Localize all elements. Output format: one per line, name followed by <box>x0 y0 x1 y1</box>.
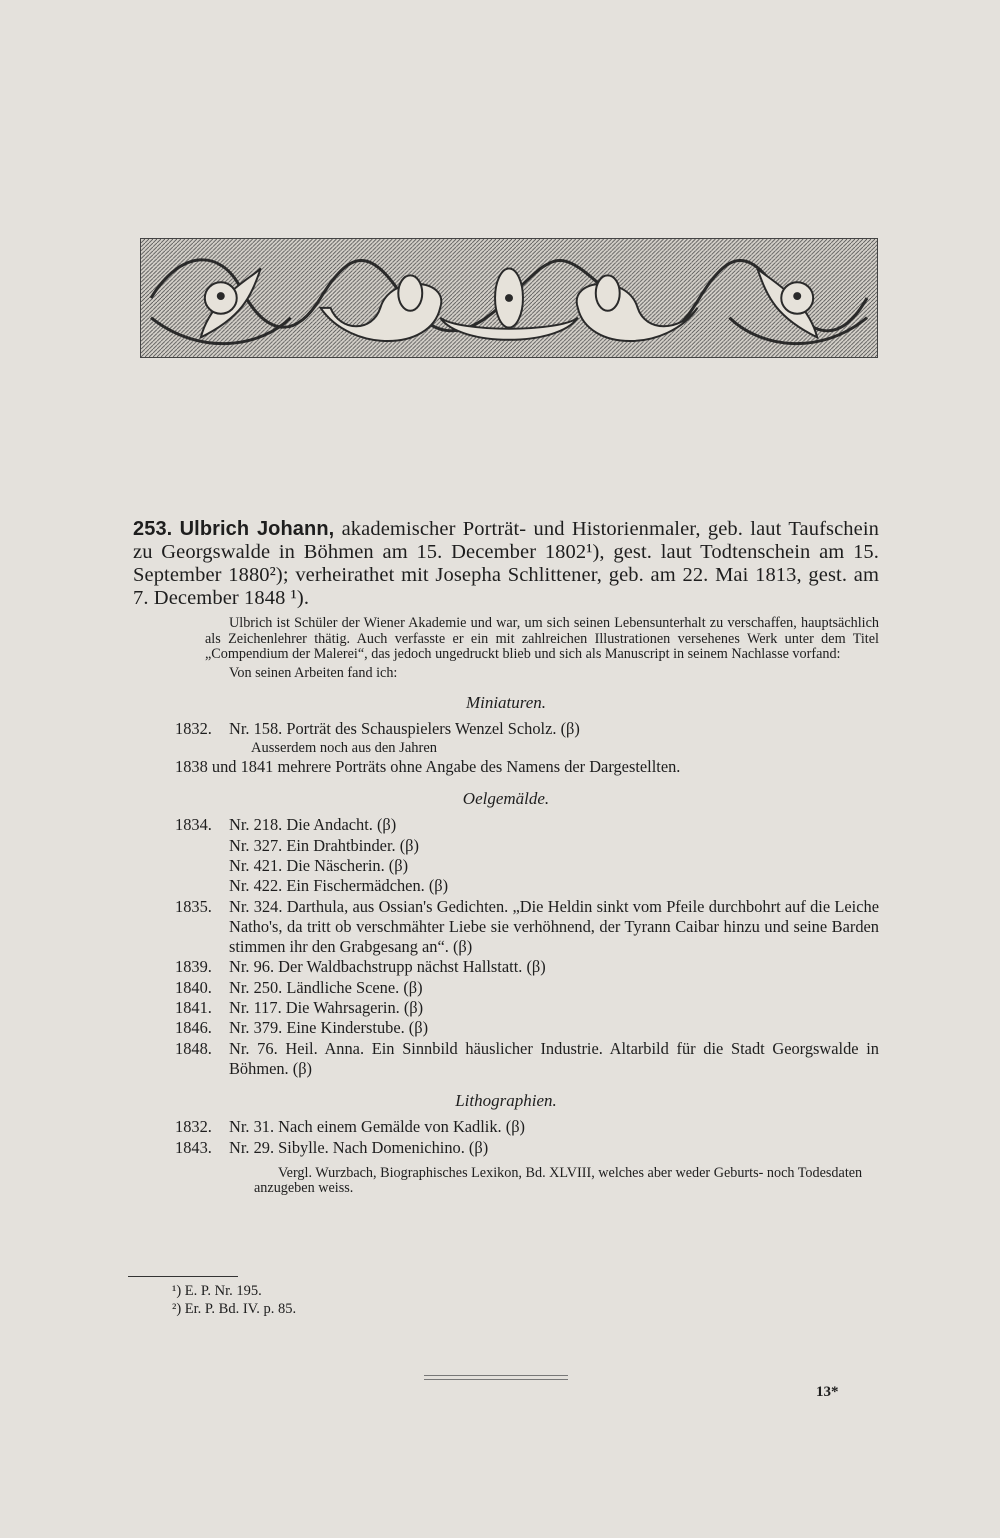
lithographien-list <box>133 1117 879 1158</box>
work-text: 1838 und 1841 mehrere Porträts ohne Angabe des Namens der Dargestellten. <box>175 757 681 777</box>
work-year: 1846. <box>175 1018 212 1038</box>
entry-head-text: akademischer Porträt- und Historienmaler, geb. laut Taufschein zu Georgswalde in Böhmen am 15. December 1802¹), gest. laut Todtenschein am 15. September 1880²); verheirathet mit Josepha Schlittener, geb. am 22. Mai 1813, gest. am 7. December 1848 ¹). <box>133 518 879 609</box>
ornament-vine-icon <box>141 239 877 357</box>
catalog-entry <box>133 518 879 1197</box>
work-year: 1841. <box>175 998 212 1018</box>
biography-paragraph <box>205 616 879 663</box>
section-title-miniaturen: Miniaturen. <box>465 692 547 712</box>
list-item <box>133 856 879 876</box>
work-year: 1832. <box>175 1117 212 1137</box>
work-text: Nr. 379. Eine Kinderstube. (β) <box>229 1018 429 1038</box>
work-text: Nr. 422. Ein Fischermädchen. (β) <box>229 876 449 896</box>
work-year: 1843. <box>175 1137 212 1157</box>
reference-note: Vergl. Wurzbach, Biographisches Lexikon, Bd. XLVIII, welches aber weder Geburts- noch Todesdaten anzugeben weiss. <box>254 1164 863 1197</box>
list-item <box>133 957 879 977</box>
footnotes <box>172 1282 296 1318</box>
work-text: Nr. 117. Die Wahrsagerin. (β) <box>229 998 424 1018</box>
section-title-lithographien: Lithographien. <box>455 1091 557 1111</box>
work-year: 1835. <box>175 896 212 916</box>
list-item <box>133 757 879 777</box>
list-item <box>133 978 879 998</box>
biography-text: Ulbrich ist Schüler der Wiener Akademie und war, um sich seinen Lebensunterhalt zu verschaffen, hauptsächlich als Zeichenlehrer thätig. Auch verfasste er ein mit zahlreichen Illustrationen versehenes Werk unter dem Titel „Compendium der Malerei“, das jedoch ungedruckt blieb und sich als Manuscript in seinem Nachlasse vorfand: <box>205 615 879 663</box>
work-year: 1848. <box>175 1038 212 1058</box>
work-text: Nr. 31. Nach einem Gemälde von Kadlik. (β) <box>229 1117 525 1137</box>
list-item <box>133 1138 879 1158</box>
footnote-divider <box>128 1276 238 1277</box>
entry-number: 253. <box>133 518 173 540</box>
work-text: Nr. 96. Der Waldbachstrupp nächst Hallstatt. (β) <box>229 957 546 977</box>
work-year: 1832. <box>175 718 212 738</box>
work-text: Nr. 29. Sibylle. Nach Domenichino. (β) <box>229 1137 489 1157</box>
section-title-oelgemaelde: Oelgemälde. <box>462 789 550 809</box>
miniaturen-list <box>133 719 879 778</box>
work-text: Nr. 218. Die Andacht. (β) <box>229 815 397 835</box>
list-item <box>133 1039 879 1080</box>
oelgemaelde-list <box>133 815 879 1079</box>
work-text: Nr. 158. Porträt des Schauspielers Wenzel Scholz. (β) <box>229 718 580 738</box>
list-item <box>133 1018 879 1038</box>
miniaturen-note: Ausserdem noch aus den Jahren <box>251 740 438 757</box>
list-item <box>133 815 879 835</box>
ornamental-headpiece <box>140 238 878 358</box>
list-item <box>133 897 879 958</box>
list-item <box>133 719 879 739</box>
work-text: Nr. 327. Ein Drahtbinder. (β) <box>229 835 419 855</box>
work-year: 1834. <box>175 815 212 835</box>
footnote-2: ²) Er. P. Bd. IV. p. 85. <box>172 1301 297 1317</box>
list-item <box>133 998 879 1018</box>
work-year: 1839. <box>175 957 212 977</box>
entry-heading <box>133 518 879 610</box>
work-text: Nr. 76. Heil. Anna. Ein Sinnbild häuslicher Industrie. Altarbild für die Stadt Georgswalde in Böhmen. (β) <box>229 1038 879 1078</box>
page-number: 13* <box>816 1384 839 1400</box>
work-text: Nr. 250. Ländliche Scene. (β) <box>229 977 423 997</box>
list-item <box>133 876 879 896</box>
list-item <box>133 836 879 856</box>
artist-name: Ulbrich Johann, <box>179 518 335 540</box>
work-year <box>133 836 229 856</box>
works-intro: Von seinen Arbeiten fand ich: <box>229 664 398 681</box>
work-year: 1840. <box>175 977 212 997</box>
work-year <box>133 876 229 896</box>
list-item <box>133 1117 879 1137</box>
work-text: Nr. 421. Die Näscherin. (β) <box>229 855 409 875</box>
work-text: Nr. 324. Darthula, aus Ossian's Gedichten. „Die Heldin sinkt vom Pfeile durchbohrt auf die Leiche Natho's, da tritt ob verschmähter Liebe sie verhöhnend, der Tyrann Caibar hinzu und seine Barden stimmen ihr den Grabgesang an“. (β) <box>229 896 879 957</box>
work-year <box>133 856 229 876</box>
closing-rule <box>424 1375 568 1380</box>
footnote-1: ¹) E. P. Nr. 195. <box>172 1283 262 1299</box>
